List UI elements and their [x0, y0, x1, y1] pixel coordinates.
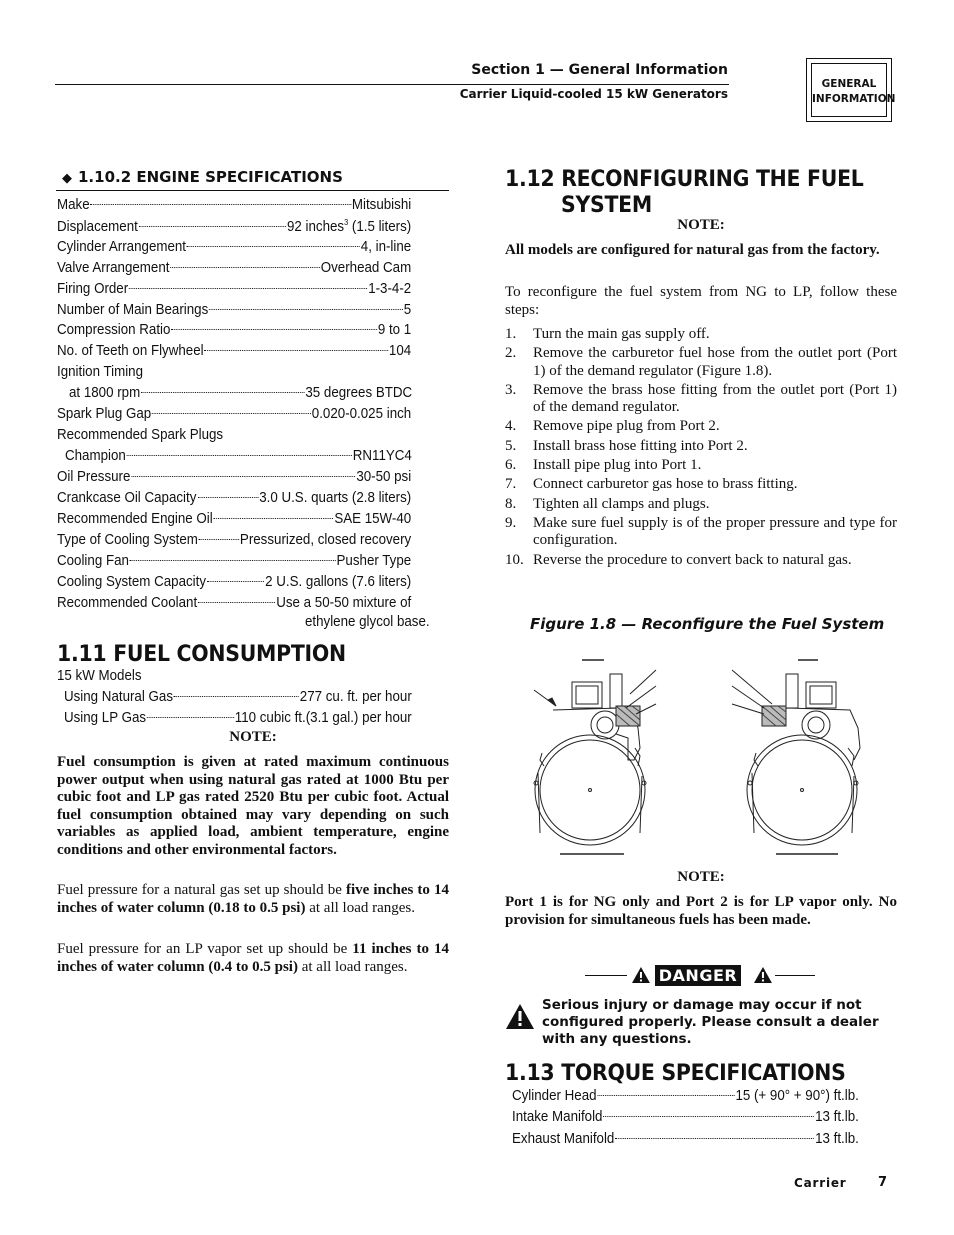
step-text: Remove pipe plug from Port 2. [533, 418, 720, 435]
diamond-bullet-icon: ◆ [62, 171, 72, 186]
torque-intake: Intake Manifold 13 ft.lb. [512, 1109, 859, 1125]
danger-label: DANGER [655, 965, 741, 986]
step-text: Reverse the procedure to convert back to natural gas. [533, 551, 852, 568]
step-number: 5. [505, 437, 517, 454]
danger-banner [585, 962, 815, 988]
fuel-natural-gas: Using Natural Gas 277 cu. ft. per hour [64, 689, 412, 705]
engine-specs-heading-text: 1.10.2 ENGINE SPECIFICATIONS [78, 168, 343, 186]
warning-triangle-icon [753, 966, 773, 984]
step-number: 4. [505, 418, 517, 435]
step-number: 3. [505, 381, 517, 398]
spec-bearings: Number of Main Bearings 5 [57, 302, 412, 318]
torque-cylinder-head: Cylinder Head 15 (+ 90° + 90°) ft.lb. [512, 1088, 859, 1104]
regulator-left-drawing [534, 660, 656, 854]
spec-coolant-cont: ethylene glycol base. [305, 614, 430, 630]
step-number: 2. [505, 345, 517, 362]
badge-line-1: GENERAL [821, 78, 877, 90]
step-text: Connect carburetor gas hose to brass fitting. [533, 476, 798, 493]
spec-teeth: No. of Teeth on Flywheel 104 [57, 343, 412, 359]
spec-oil-pressure: Oil Pressure 30-50 psi [57, 469, 412, 485]
spec-engine-oil: Recommended Engine Oil SAE 15W-40 [57, 511, 412, 527]
spec-displacement: Displacement 92 inches$^3$ (1.5 liters) [57, 218, 412, 235]
step-text: Turn the main gas supply off. [533, 326, 710, 342]
fuel-models-label: 15 kW Models [57, 668, 142, 684]
spec-coolant: Recommended Coolant Use a 50-50 mixture of [57, 595, 412, 611]
step-text: Remove the carburetor fuel hose from the outlet port (Port 1) of the demand regulator (Figure 1.8). [533, 345, 897, 379]
spec-ignition-label: Ignition Timing [57, 364, 144, 380]
step-item [505, 438, 897, 455]
fuel-lp-gas: Using LP Gas 110 cubic ft.(3.1 gal.) per hour [64, 710, 412, 726]
spec-cooling-type: Type of Cooling System Pressurized, closed recovery [57, 532, 412, 548]
reconfigure-steps [505, 326, 897, 571]
spec-compression: Compression Ratio 9 to 1 [57, 322, 412, 338]
header-rule [55, 84, 729, 85]
fuel-note-text: Fuel consumption is given at rated maximum continuous power output when using natural gas rated at 1000 Btu per cubic foot and LP gas rated 2520 Btu per cubic foot. Actual fuel consumption obtained may vary depending on such variables as applied load, ambient temperature, engine conditions and other environmental factors. [57, 754, 449, 858]
document-subtitle: Carrier Liquid-cooled 15 kW Generators [459, 87, 728, 101]
engine-specs-rule [56, 190, 449, 191]
step-item [505, 552, 897, 569]
step-item [505, 382, 897, 417]
fuel-note-label: NOTE: [229, 729, 277, 745]
reconfigure-heading-line-2: SYSTEM [561, 193, 652, 218]
step-number: 10. [505, 551, 524, 568]
step-item [505, 418, 897, 435]
reconfigure-heading-line-1: 1.12 RECONFIGURING THE FUEL [505, 167, 864, 192]
badge-line-2: INFORMATION [812, 93, 896, 105]
spec-firing: Firing Order 1-3-4-2 [57, 281, 412, 297]
reconfigure-intro: To reconfigure the fuel system from NG to LP, follow these steps: [505, 284, 897, 318]
step-number: 1. [505, 326, 517, 342]
step-text: Remove the brass hose fitting from the outlet port (Port 1) of the demand regulator. [533, 381, 897, 416]
step-item [505, 496, 897, 513]
step-item [505, 476, 897, 493]
page-number: 7 [878, 1175, 888, 1190]
step-item [505, 345, 897, 380]
spec-ignition: at 1800 rpm 35 degrees BTDC [69, 385, 413, 401]
spec-valve: Valve Arrangement Overhead Cam [57, 260, 412, 276]
reconfigure-note-label: NOTE: [677, 217, 725, 233]
step-number: 7. [505, 476, 517, 493]
warning-triangle-icon [631, 966, 651, 984]
warning-text: Serious injury or damage may occur if not configured properly. Please consult a dealer with any questions. [542, 997, 879, 1047]
spec-crankcase: Crankcase Oil Capacity 3.0 U.S. quarts (2.8 liters) [57, 490, 412, 506]
section-title: Section 1 — General Information [471, 62, 728, 78]
fuel-regulator-figure [520, 648, 900, 863]
step-number: 6. [505, 457, 517, 474]
step-number: 8. [505, 495, 517, 512]
regulator-right-drawing [732, 660, 860, 854]
figure-caption: Figure 1.8 — Reconfigure the Fuel System [530, 615, 885, 633]
spec-cylinder: Cylinder Arrangement 4, in-line [57, 239, 412, 255]
torque-heading: 1.13 TORQUE SPECIFICATIONS [505, 1061, 846, 1086]
port-note-label: NOTE: [677, 869, 725, 885]
spec-plugs-label: Recommended Spark Plugs [57, 427, 224, 443]
spec-champion: Champion RN11YC4 [65, 448, 412, 464]
step-item [505, 326, 897, 343]
step-item [505, 457, 897, 474]
fuel-lp-pressure: Fuel pressure for an LP vapor set up should be 11 inches to 14 inches of water column (0.4 to 0.5 psi) at all load ranges. [57, 941, 449, 975]
warning-triangle-icon [505, 1003, 535, 1030]
spec-gap: Spark Plug Gap 0.020-0.025 inch [57, 406, 412, 422]
step-item [505, 515, 897, 550]
engine-specs-heading [62, 168, 343, 186]
spec-cooling-fan: Cooling Fan Pusher Type [57, 553, 412, 569]
step-number: 9. [505, 514, 517, 531]
step-text: Install pipe plug into Port 1. [533, 457, 702, 474]
reconfigure-note-text: All models are configured for natural gas from the factory. [505, 242, 880, 258]
footer-brand: Carrier [794, 1176, 847, 1190]
step-text: Make sure fuel supply is of the proper pressure and type for configuration. [533, 514, 897, 549]
spec-make: Make Mitsubishi [57, 197, 412, 213]
spec-cooling-capacity: Cooling System Capacity 2 U.S. gallons (7.6 liters) [57, 574, 412, 590]
section-badge [806, 58, 896, 122]
fuel-ng-pressure: Fuel pressure for a natural gas set up should be five inches to 14 inches of water column (0.18 to 0.5 psi) at all load ranges. [57, 882, 449, 916]
fuel-consumption-heading: 1.11 FUEL CONSUMPTION [57, 642, 346, 667]
step-text: Install brass hose fitting into Port 2. [533, 437, 748, 454]
step-text: Tighten all clamps and plugs. [533, 495, 710, 512]
torque-exhaust: Exhaust Manifold 13 ft.lb. [512, 1131, 859, 1147]
port-note-text: Port 1 is for NG only and Port 2 is for LP vapor only. No provision for simultaneous fuels has been made. [505, 894, 897, 928]
